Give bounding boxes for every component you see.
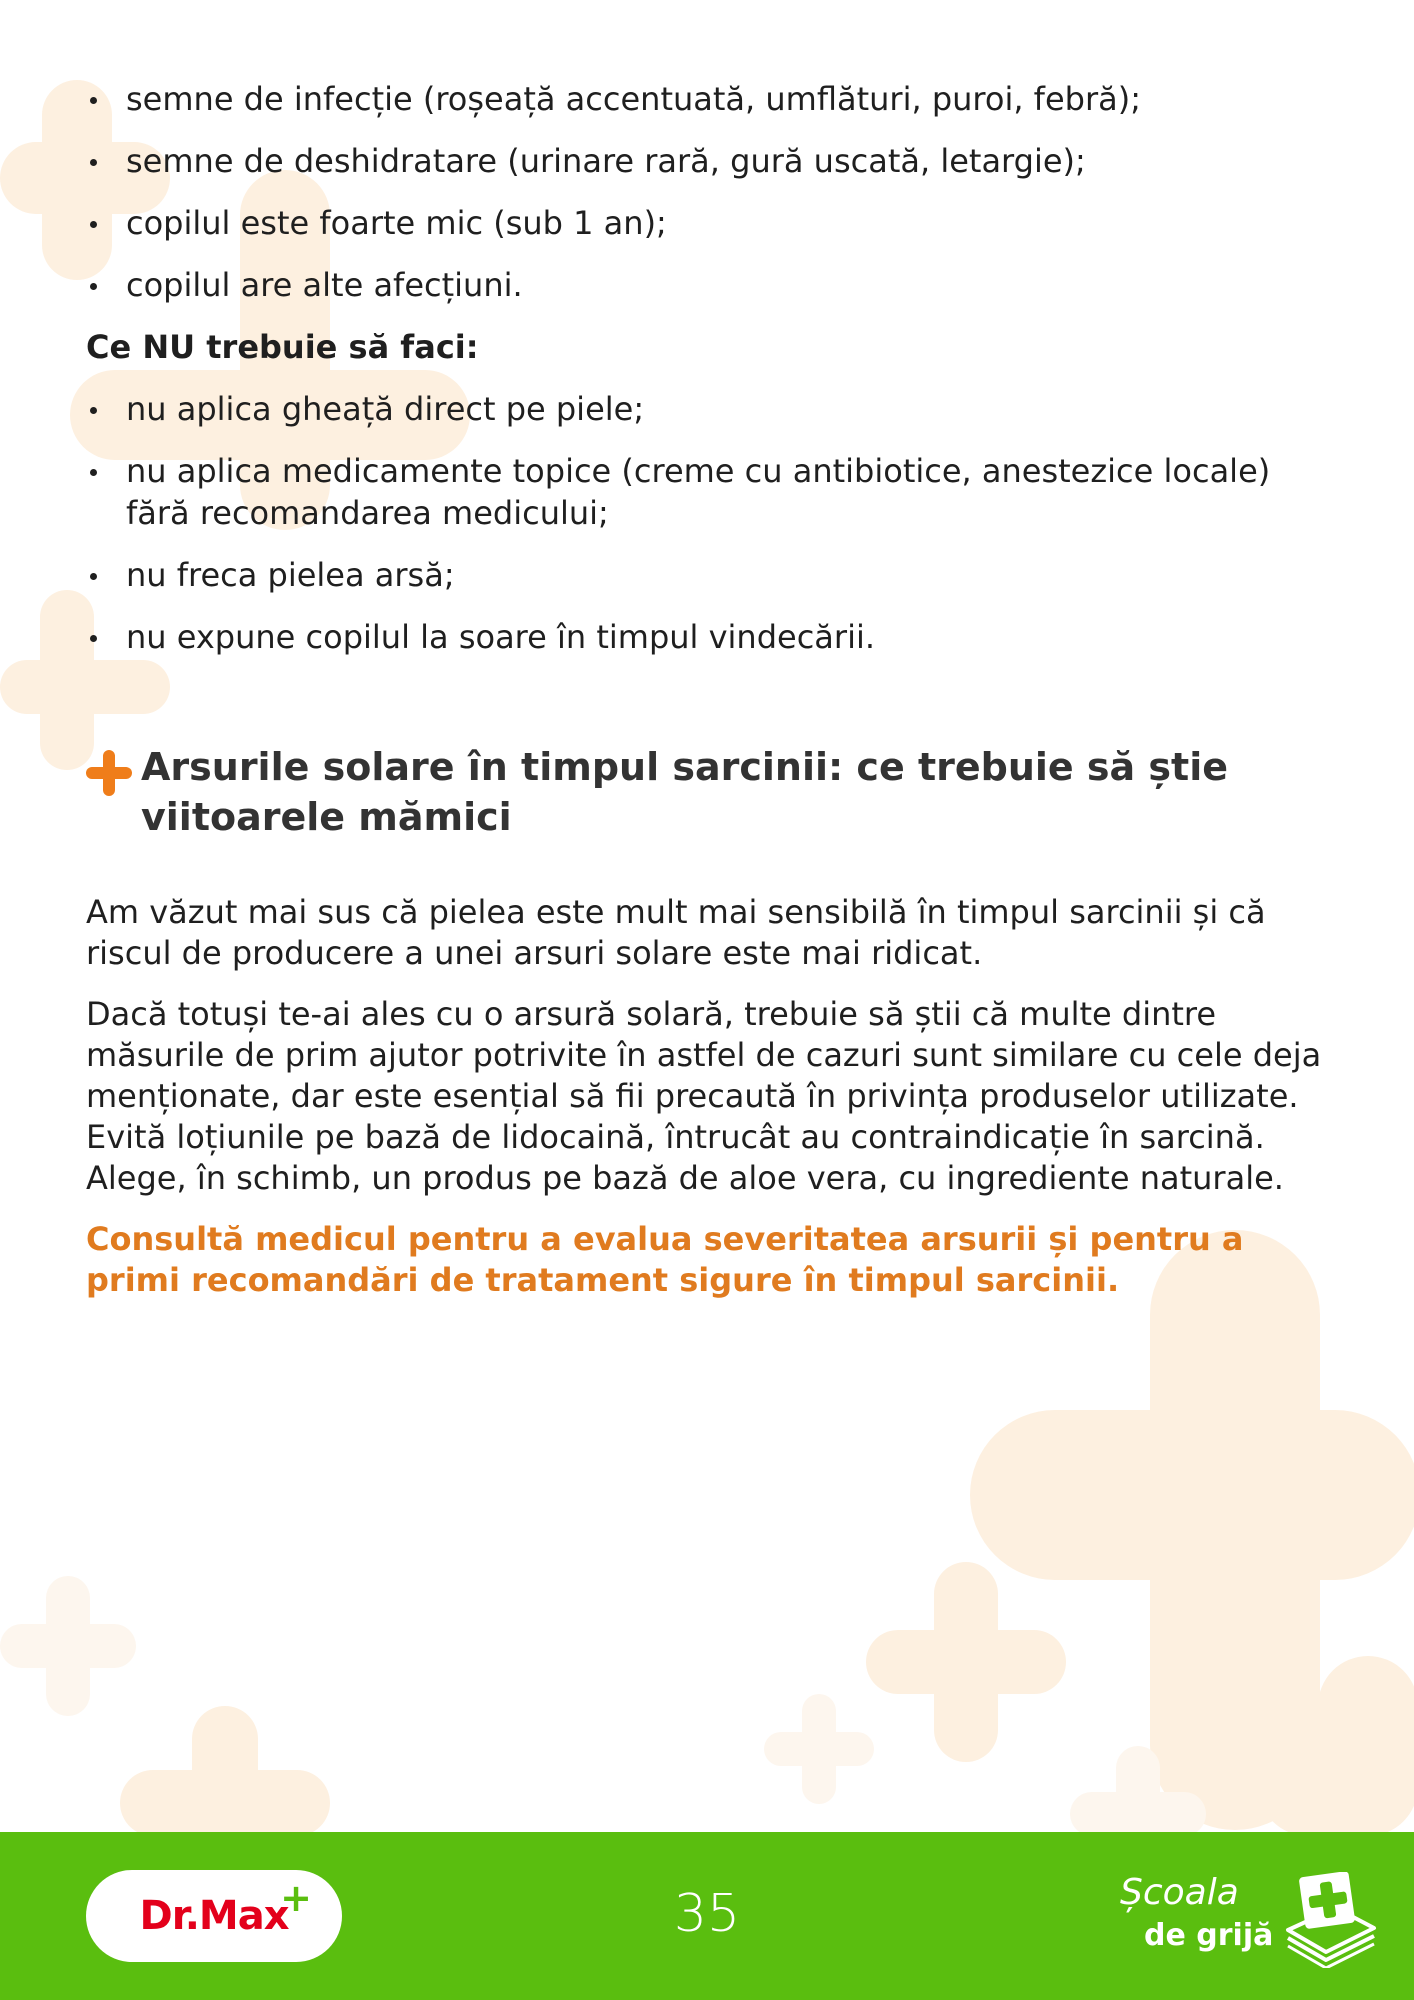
- plus-icon: [86, 750, 132, 796]
- list-item: nu aplica gheață direct pe piele;: [86, 388, 1336, 430]
- paragraph-intro: Am văzut mai sus că pielea este mult mai sensibilă în timpul sarcinii și că riscul de producere a unei arsuri solare este mai ridicat.: [86, 893, 1266, 972]
- brand-line2: de grijă: [1144, 1918, 1274, 1953]
- bg-cross-bottom-left-small: [0, 1576, 136, 1716]
- brand-line1: Școala: [1120, 1872, 1239, 1913]
- bg-cross-bottom-center-small: [764, 1694, 874, 1804]
- section-title-line2: viitoarele mămici: [141, 795, 512, 839]
- highlight-callout: Consultă medicul pentru a evalua severitatea arsurii și pentru a primi recomandări de tratament sigure în timpul sarcinii.: [86, 1220, 1244, 1299]
- footer-bar: [0, 1832, 1414, 2000]
- list-item: nu expune copilul la soare în timpul vindecării.: [86, 616, 1336, 658]
- list-item: semne de deshidratare (urinare rară, gură uscată, letargie);: [86, 140, 1336, 182]
- list-item: semne de infecție (roșeață accentuată, umflături, puroi, febră);: [86, 78, 1336, 120]
- list-item: copilul este foarte mic (sub 1 an);: [86, 202, 1336, 244]
- section-title: [86, 742, 1336, 842]
- book-plus-icon: [1280, 1872, 1380, 1968]
- dont-heading: Ce NU trebuie să faci:: [86, 328, 479, 366]
- drmax-logo-plus-icon: +: [280, 1876, 312, 1920]
- page-content: [86, 78, 1336, 1301]
- bg-cross-bottom-right: [1258, 1656, 1414, 1836]
- section-title-line1: Arsurile solare în timpul sarcinii: ce trebuie să știe: [141, 745, 1228, 789]
- paragraph-advice: Dacă totuși te-ai ales cu o arsură solară, trebuie să știi că multe dintre măsurile de prim ajutor potrivite în astfel de cazuri sunt similare cu cele deja menționate, dar este esențial să fii precaută în privința produselor utilizate. Evită loțiunile pe bază de lidocaină, întrucât au contraindicație în sarcină. Alege, în schimb, un produs pe bază de aloe vera, cu ingrediente naturale.: [86, 995, 1322, 1197]
- page-number: 35: [673, 1884, 741, 1944]
- bullet-list-warning-signs: [86, 78, 1336, 306]
- bullet-list-dont: [86, 388, 1336, 658]
- list-item: nu freca pielea arsă;: [86, 554, 1336, 596]
- list-item: copilul are alte afecțiuni.: [86, 264, 1336, 306]
- bg-cross-bottom-mid: [866, 1562, 1066, 1762]
- bg-cross-bottom-left: [120, 1706, 330, 1836]
- drmax-logo-text: Dr.Max: [139, 1893, 289, 1939]
- list-item: nu aplica medicamente topice (creme cu antibiotice, anestezice locale) fără recomandarea medicului;: [86, 450, 1336, 534]
- bg-cross-bottom-right-small: [1070, 1746, 1206, 1836]
- scoala-de-grija-logo: [1120, 1872, 1380, 1972]
